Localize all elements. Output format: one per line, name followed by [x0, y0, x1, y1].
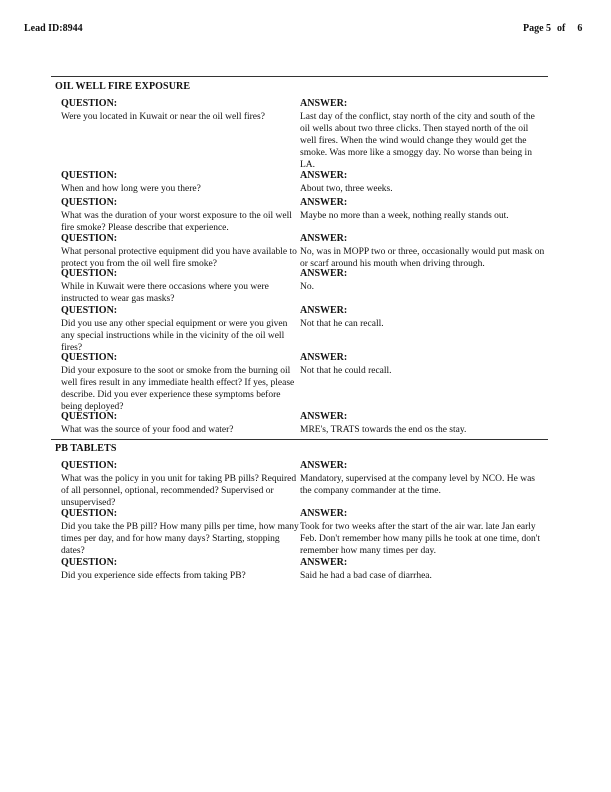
- question-block: [61, 268, 299, 305]
- answer-text: Took for two weeks after the start of the air war. late Jan early Feb. Don't remember how many pills he took at one time, don't remember how many times per day.: [300, 522, 541, 557]
- question-label: QUESTION:: [61, 98, 118, 109]
- question-text: What was the duration of your worst exposure to the oil well fire smoke? Please describe that experience.: [61, 211, 292, 234]
- question-label: QUESTION:: [61, 557, 118, 568]
- answer-text: Last day of the conflict, stay north of the city and south of the oil wells about two three clicks. Then stayed north of the oil well fires. When the wind would change they would get the smoke. Was more like a smoggy day. No worse than being in LA.: [300, 112, 535, 171]
- page-label: Page: [523, 23, 544, 34]
- answer-text: Not that he can recall.: [300, 319, 384, 329]
- section-title-pb-tablets: PB TABLETS: [55, 443, 117, 454]
- question-text: Did your exposure to the soot or smoke from the burning oil well fires result in any immediate health effect? If yes, please describe. Did you ever experience these symptoms before being deployed?: [61, 366, 295, 413]
- answer-text: No.: [300, 282, 314, 292]
- answer-text: Maybe no more than a week, nothing really stands out.: [300, 211, 509, 221]
- answer-label: ANSWER:: [300, 305, 348, 316]
- page-total: 6: [577, 23, 583, 34]
- question-label: QUESTION:: [61, 460, 118, 471]
- section-divider: [51, 439, 548, 440]
- question-block: [61, 170, 299, 195]
- question-block: [61, 352, 299, 413]
- section-title-oil-well: OIL WELL FIRE EXPOSURE: [55, 81, 191, 92]
- lead-id: Lead ID:8944: [24, 23, 83, 34]
- question-label: QUESTION:: [61, 197, 118, 208]
- page-of-label: of: [557, 23, 566, 34]
- answer-label: ANSWER:: [300, 197, 348, 208]
- question-block: [61, 305, 299, 354]
- answer-block: [300, 508, 545, 557]
- answer-label: ANSWER:: [300, 411, 348, 422]
- answer-block: [300, 233, 545, 270]
- answer-block: [300, 352, 545, 377]
- section-divider: [51, 76, 548, 77]
- question-text: What personal protective equipment did you have available to protect you from the oil well fire smoke?: [61, 247, 297, 270]
- answer-block: [300, 197, 545, 222]
- question-label: QUESTION:: [61, 233, 118, 244]
- answer-label: ANSWER:: [300, 170, 348, 181]
- answer-text: About two, three weeks.: [300, 184, 393, 194]
- question-label: QUESTION:: [61, 508, 118, 519]
- answer-block: [300, 411, 545, 436]
- answer-block: [300, 460, 545, 497]
- question-block: [61, 233, 299, 270]
- answer-label: ANSWER:: [300, 508, 348, 519]
- question-text: When and how long were you there?: [61, 184, 201, 194]
- question-label: QUESTION:: [61, 352, 118, 363]
- question-label: QUESTION:: [61, 305, 118, 316]
- answer-label: ANSWER:: [300, 557, 348, 568]
- question-text: What was the source of your food and water?: [61, 425, 234, 435]
- answer-text: MRE's, TRATS towards the end os the stay.: [300, 425, 467, 435]
- page-indicator: [523, 23, 582, 34]
- question-label: QUESTION:: [61, 268, 118, 279]
- question-text: What was the policy in you unit for taking PB pills? Required of all personnel, optional, recommended? Supervised or unsupervised?: [61, 474, 297, 509]
- question-text: Did you experience side effects from taking PB?: [61, 571, 246, 581]
- question-text: Did you use any other special equipment or were you given any special instructions while in the vicinity of the oil well fires?: [61, 319, 288, 354]
- question-label: QUESTION:: [61, 170, 118, 181]
- question-text: Did you take the PB pill? How many pills per time, how many times per day, and for how many days? Starting, stopping dates?: [61, 522, 299, 557]
- question-block: [61, 411, 299, 436]
- answer-text: Mandatory, supervised at the company level by NCO. He was the company commander at the time.: [300, 474, 535, 497]
- answer-label: ANSWER:: [300, 460, 348, 471]
- answer-label: ANSWER:: [300, 352, 348, 363]
- answer-block: [300, 557, 545, 582]
- question-block: [61, 508, 299, 557]
- question-block: [61, 98, 299, 123]
- answer-text: No, was in MOPP two or three, occasionally would put mask on or scarf around his mouth when driving through.: [300, 247, 545, 270]
- answer-block: [300, 305, 545, 330]
- answer-text: Said he had a bad case of diarrhea.: [300, 571, 432, 581]
- answer-block: [300, 170, 545, 195]
- question-text: While in Kuwait were there occasions where you were instructed to wear gas masks?: [61, 282, 269, 305]
- question-block: [61, 557, 299, 582]
- answer-label: ANSWER:: [300, 233, 348, 244]
- question-block: [61, 197, 299, 234]
- question-label: QUESTION:: [61, 411, 118, 422]
- question-text: Were you located in Kuwait or near the oil well fires?: [61, 112, 265, 122]
- page-number: 5: [546, 23, 552, 34]
- question-block: [61, 460, 299, 509]
- answer-block: [300, 268, 545, 293]
- answer-block: [300, 98, 545, 171]
- answer-label: ANSWER:: [300, 268, 348, 279]
- answer-text: Not that he could recall.: [300, 366, 392, 376]
- answer-label: ANSWER:: [300, 98, 348, 109]
